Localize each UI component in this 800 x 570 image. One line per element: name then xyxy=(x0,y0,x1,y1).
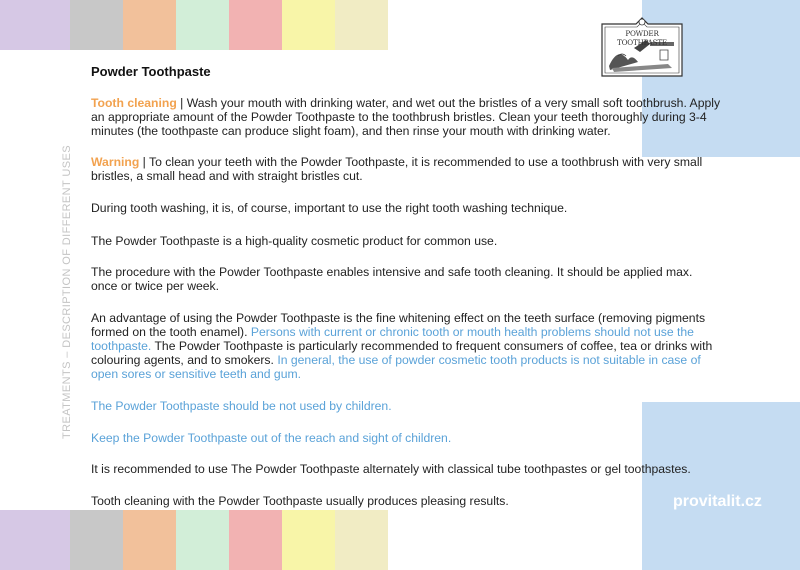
brand-website: provitalit.cz xyxy=(673,493,762,510)
swatch-yellow xyxy=(282,0,335,50)
swatch-mint xyxy=(176,0,229,50)
swatch-yellow xyxy=(282,510,335,570)
suitability-warning-text: In general, the use of powder cosmetic tooth products is not suitable in case of open sores or sensitive teeth and gum. xyxy=(91,353,701,381)
logo-badge-icon xyxy=(598,16,686,80)
swatch-cream xyxy=(335,510,388,570)
swatch-pink xyxy=(229,0,282,50)
swatch-lavender xyxy=(0,510,70,570)
paragraph-results: Tooth cleaning with the Powder Toothpaste usually produces pleasing results. xyxy=(91,494,509,508)
paragraph-warning xyxy=(91,155,721,183)
powder-toothpaste-logo xyxy=(598,16,686,80)
paragraph-quality: The Powder Toothpaste is a high-quality cosmetic product for common use. xyxy=(91,234,498,248)
keyword-tooth-cleaning: Tooth cleaning xyxy=(91,96,177,110)
swatch-peach xyxy=(123,0,176,50)
paragraph-text: An advantage of using the Powder Toothpaste is the fine whitening effect on the teeth surface (removing pigments formed on the tooth enamel). xyxy=(91,311,706,339)
swatch-peach xyxy=(123,510,176,570)
paragraph-text: | Wash your mouth with drinking water, and wet out the bristles of a very small soft toothbrush. Apply an appropriate amount of the Powder Toothpaste to the toothbrush bristles. Clean your teeth thoroughly during 3-4 minutes (the toothpaste can produce slight foam), and then rinse your mouth with drinking water. xyxy=(91,96,721,138)
health-warning-text: Persons with current or chronic tooth or mouth health problems should not use the toothpaste. xyxy=(91,325,694,353)
page-title: Powder Toothpaste xyxy=(91,64,211,79)
swatch-lavender xyxy=(0,0,70,50)
side-section-label: TREATMENTS – DESCRIPTION OF DIFFERENT USES xyxy=(61,145,73,439)
children-warning: The Powder Toothpaste should be not used by children. xyxy=(91,399,392,413)
swatch-cream xyxy=(335,0,388,50)
reach-warning: Keep the Powder Toothpaste out of the reach and sight of children. xyxy=(91,431,452,445)
keyword-warning: Warning xyxy=(91,155,140,169)
bottom-color-swatches xyxy=(0,510,388,570)
paragraph-tooth-cleaning xyxy=(91,96,721,138)
paragraph-text: The Powder Toothpaste is particularly recommended to frequent consumers of coffee, tea or drinks with colouring agents, and to smokers. xyxy=(91,339,713,367)
swatch-mint xyxy=(176,510,229,570)
paragraph-alternate-use: It is recommended to use The Powder Toothpaste alternately with classical tube toothpastes or gel toothpastes. xyxy=(91,462,691,476)
logo-wordmark: POWDER TOOTHPASTE xyxy=(617,29,667,47)
top-color-swatches xyxy=(0,0,388,50)
paragraph-advantage xyxy=(91,311,721,381)
paragraph-text: | To clean your teeth with the Powder Toothpaste, it is recommended to use a toothbrush with very small bristles, a small head and with straight bristles cut. xyxy=(91,155,703,183)
swatch-pink xyxy=(229,510,282,570)
swatch-gray xyxy=(70,0,123,50)
bottom-right-blue-panel xyxy=(642,402,800,570)
paragraph-procedure: The procedure with the Powder Toothpaste enables intensive and safe tooth cleaning. It should be applied max. once or twice per week. xyxy=(91,265,693,293)
swatch-gray xyxy=(70,510,123,570)
paragraph-technique: During tooth washing, it is, of course, important to use the right tooth washing technique. xyxy=(91,201,568,215)
